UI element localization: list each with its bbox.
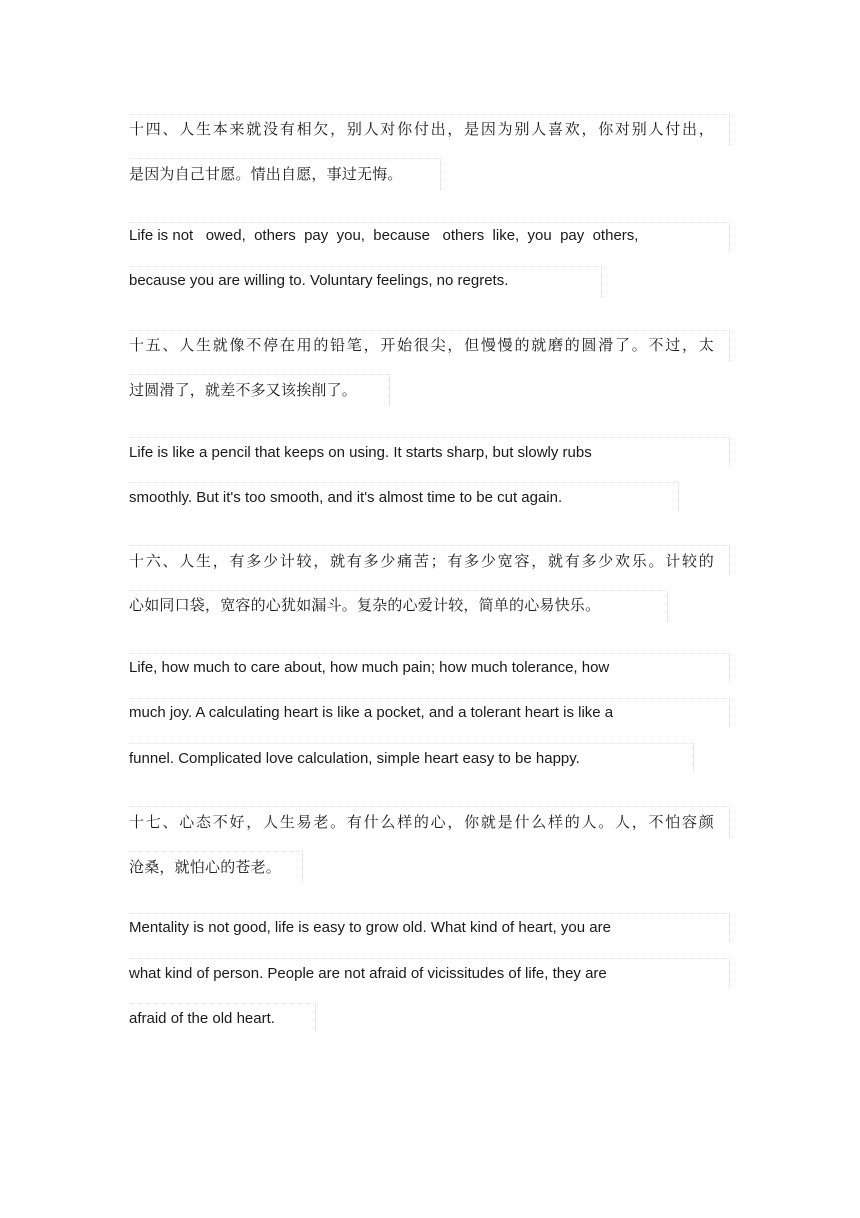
paragraph-16-line-2: 心如同口袋，宽容的心犹如漏斗。复杂的心爱计较，简单的心易快乐。 bbox=[129, 596, 601, 614]
paragraph-14-en-line-1: Life is not owed, others pay you, because others like, you pay others, bbox=[129, 227, 639, 244]
paragraph-14-line-1: 十四、人生本来就没有相欠，别人对你付出，是因为别人喜欢，你对别人付出， bbox=[129, 120, 714, 138]
paragraph-17-line-1: 十七、心态不好，人生易老。有什么样的心，你就是什么样的人。人，不怕容颜 bbox=[129, 813, 714, 831]
paragraph-15-en-line-2: smoothly. But it's too smooth, and it's almost time to be cut again. bbox=[129, 489, 563, 506]
paragraph-17-en-line-3: afraid of the old heart. bbox=[129, 1010, 275, 1027]
paragraph-14-line-2: 是因为自己甘愿。情出自愿，事过无悔。 bbox=[129, 165, 403, 183]
paragraph-16-line-1: 十六、人生，有多少计较，就有多少痛苦；有多少宽容，就有多少欢乐。计较的 bbox=[129, 552, 714, 570]
paragraph-14-en-line-2: because you are willing to. Voluntary feelings, no regrets. bbox=[129, 272, 509, 289]
paragraph-16-en-line-1: Life, how much to care about, how much pain; how much tolerance, how bbox=[129, 659, 610, 676]
paragraph-17-en-line-1: Mentality is not good, life is easy to grow old. What kind of heart, you are bbox=[129, 919, 611, 936]
paragraph-15-line-1: 十五、人生就像不停在用的铅笔，开始很尖，但慢慢的就磨的圆滑了。不过，太 bbox=[129, 336, 714, 354]
paragraph-15-en-line-1: Life is like a pencil that keeps on using. It starts sharp, but slowly rubs bbox=[129, 444, 592, 461]
paragraph-15-line-2: 过圆滑了，就差不多又该挨削了。 bbox=[129, 381, 358, 399]
paragraph-16-en-line-2: much joy. A calculating heart is like a pocket, and a tolerant heart is like a bbox=[129, 704, 614, 721]
paragraph-17-en-line-2: what kind of person. People are not afraid of vicissitudes of life, they are bbox=[129, 965, 607, 982]
paragraph-17-line-2: 沧桑，就怕心的苍老。 bbox=[129, 858, 282, 876]
paragraph-16-en-line-3: funnel. Complicated love calculation, simple heart easy to be happy. bbox=[129, 750, 580, 767]
